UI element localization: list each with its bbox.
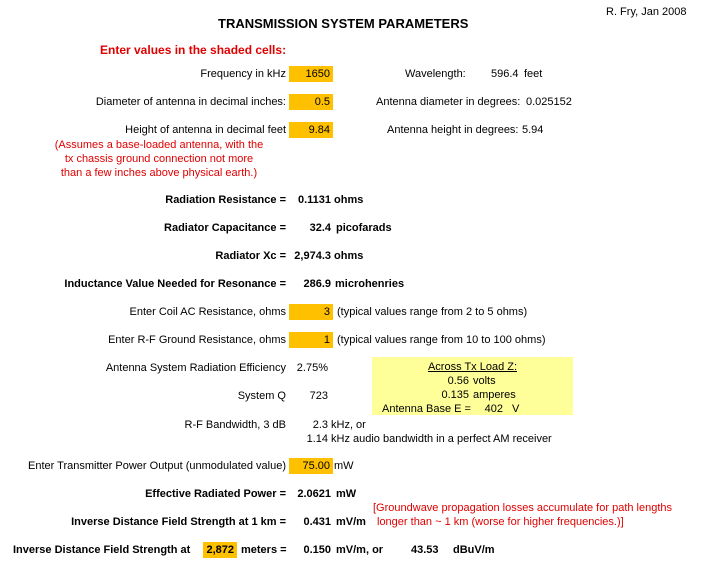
field-1km-unit: mV/m — [336, 516, 366, 528]
load-z-panel — [372, 357, 573, 415]
antenna-base-e-value: 402 — [484, 403, 503, 415]
bandwidth-unit: kHz, or — [331, 419, 366, 431]
antenna-height-degrees-label: Antenna height in degrees: — [387, 124, 519, 136]
inductance-unit: microhenries — [335, 278, 405, 290]
load-volts-value: 0.56 — [447, 375, 469, 387]
load-z-title: Across Tx Load Z: — [427, 361, 518, 373]
ground-resistance-hint: (typical values range from 10 to 100 ohms) — [337, 334, 546, 346]
field-1km-value: 0.431 — [303, 516, 331, 528]
power-unit: mW — [334, 460, 354, 472]
wavelength-unit: feet — [524, 68, 543, 80]
field-dbu-unit: dBuV/m — [453, 544, 495, 556]
radiator-xc-label: Radiator Xc = — [215, 250, 286, 262]
radiator-capacitance-label: Radiator Capacitance = — [164, 222, 286, 234]
meters-label: meters = — [241, 544, 287, 556]
inductance-label: Inductance Value Needed for Resonance = — [64, 278, 286, 290]
erp-value: 2.0621 — [297, 488, 331, 500]
power-label: Enter Transmitter Power Output (unmodulated value) — [27, 460, 286, 472]
diameter-input[interactable]: 0.5 — [289, 94, 333, 110]
note-line-1: (Assumes a base-loaded antenna, with the — [54, 139, 264, 151]
height-label: Height of antenna in decimal feet — [125, 124, 286, 136]
frequency-input[interactable]: 1650 — [289, 66, 333, 82]
efficiency-value: 2.75% — [296, 362, 328, 374]
antenna-base-e-label: Antenna Base E = — [382, 403, 471, 415]
radiation-resistance-unit: ohms — [334, 194, 364, 206]
radiator-xc-value: 2,974.3 — [294, 250, 331, 262]
inductance-value: 286.9 — [303, 278, 331, 290]
system-q-value: 723 — [309, 390, 328, 402]
efficiency-label: Antenna System Radiation Efficiency — [105, 362, 286, 374]
radiation-resistance-label: Radiation Resistance = — [165, 194, 286, 206]
erp-label: Effective Radiated Power = — [145, 488, 286, 500]
note-line-3: than a few inches above physical earth.) — [60, 167, 258, 179]
erp-unit: mW — [336, 488, 357, 500]
groundwave-note-line-1: [Groundwave propagation losses accumulate for path lengths — [373, 502, 673, 514]
field-1km-label: Inverse Distance Field Strength at 1 km = — [71, 516, 286, 528]
distance-input[interactable]: 2,872 — [203, 542, 237, 558]
antenna-height-degrees-value: 5.94 — [522, 124, 544, 136]
height-input[interactable]: 9.84 — [289, 122, 333, 138]
coil-resistance-input[interactable]: 3 — [289, 304, 333, 320]
wavelength-label: Wavelength: — [405, 68, 466, 80]
field-distance-value: 0.150 — [303, 544, 331, 556]
radiator-capacitance-unit: picofarads — [336, 222, 392, 234]
radiator-xc-unit: ohms — [334, 250, 364, 262]
wavelength-value: 596.4 — [491, 68, 519, 80]
antenna-diameter-degrees-value: 0.025152 — [526, 96, 572, 108]
audio-bandwidth-value: 1.14 — [306, 433, 328, 445]
groundwave-note-line-2: longer than ~ 1 km (worse for higher frequencies.)] — [377, 516, 624, 528]
ground-resistance-input[interactable]: 1 — [289, 332, 333, 348]
system-q-label: System Q — [237, 390, 286, 402]
audio-bandwidth-text: kHz audio bandwidth in a perfect AM receiver — [331, 433, 552, 445]
field-distance-label: Inverse Distance Field Strength at — [13, 544, 191, 556]
power-input[interactable]: 75.00 — [289, 458, 333, 474]
page-title: TRANSMISSION SYSTEM PARAMETERS — [218, 16, 469, 31]
load-amps-unit: amperes — [473, 389, 516, 401]
field-dbu-value: 43.53 — [411, 544, 439, 556]
instruction-text: Enter values in the shaded cells: — [100, 43, 287, 57]
load-volts-unit: volts — [473, 375, 496, 387]
load-amps-value: 0.135 — [441, 389, 469, 401]
bandwidth-value: 2.3 — [312, 419, 328, 431]
author-credit: R. Fry, Jan 2008 — [606, 6, 687, 18]
note-line-2: tx chassis ground connection not more — [64, 153, 254, 165]
coil-resistance-hint: (typical values range from 2 to 5 ohms) — [337, 306, 528, 318]
diameter-label: Diameter of antenna in decimal inches: — [95, 96, 286, 108]
bandwidth-label: R-F Bandwidth, 3 dB — [184, 419, 286, 431]
coil-resistance-label: Enter Coil AC Resistance, ohms — [129, 306, 286, 318]
radiation-resistance-value: 0.1131 — [297, 194, 331, 206]
antenna-diameter-degrees-label: Antenna diameter in degrees: — [376, 96, 521, 108]
radiator-capacitance-value: 32.4 — [309, 222, 331, 234]
antenna-base-e-unit: V — [512, 403, 520, 415]
frequency-label: Frequency in kHz — [200, 68, 286, 80]
ground-resistance-label: Enter R-F Ground Resistance, ohms — [108, 334, 286, 346]
field-distance-unit: mV/m, or — [336, 544, 384, 556]
